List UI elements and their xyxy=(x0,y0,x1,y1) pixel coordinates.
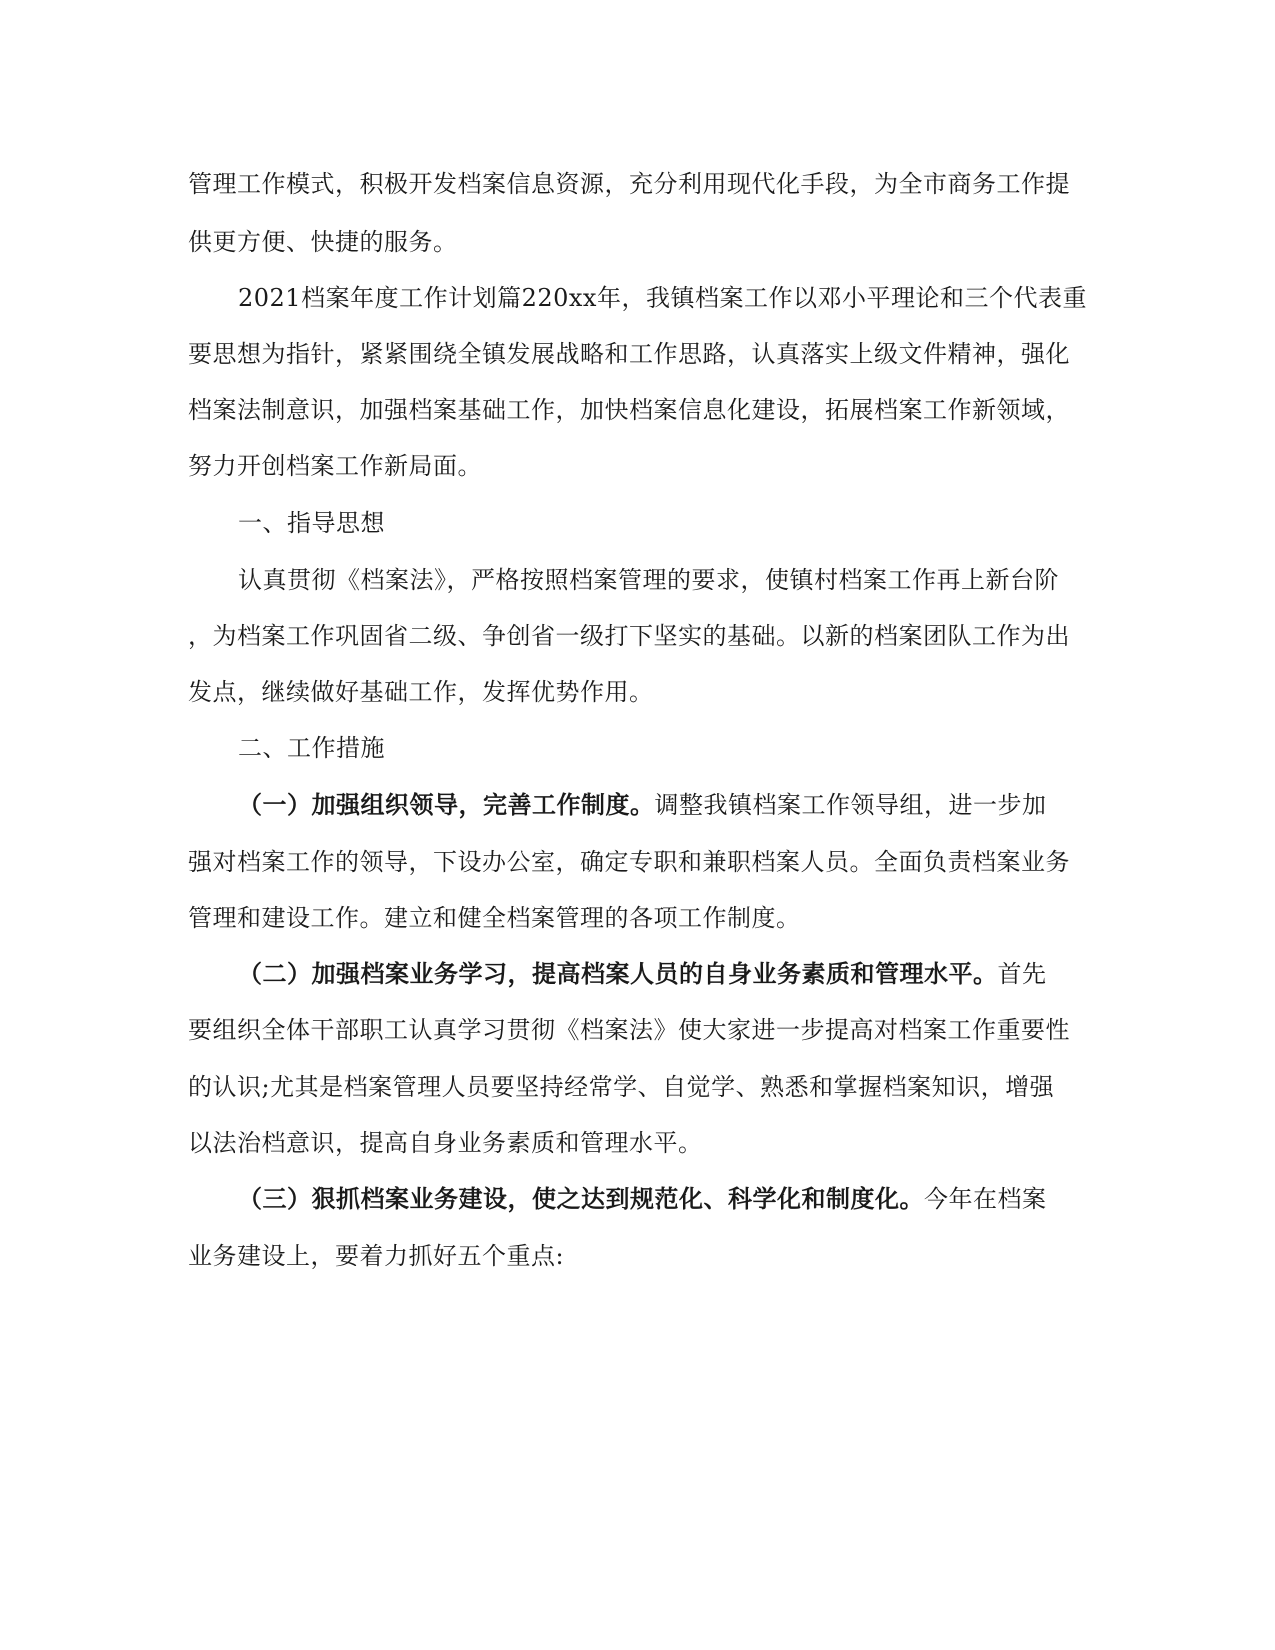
paragraph-text: 首先 xyxy=(997,960,1047,988)
section-heading: 一、指导思想 xyxy=(238,509,385,537)
paragraph-line: 认真贯彻《档案法》，严格按照档案管理的要求，使镇村档案工作再上新台阶 xyxy=(238,566,1059,594)
paragraph-line: 2021档案年度工作计划篇220xx年，我镇档案工作以邓小平理论和三个代表重 xyxy=(238,284,1087,312)
paragraph-line xyxy=(238,789,1138,821)
paragraph-line: 发点，继续做好基础工作，发挥优势作用。 xyxy=(188,678,654,706)
measure-heading: （二）加强档案业务学习，提高档案人员的自身业务素质和管理水平。 xyxy=(238,959,998,988)
paragraph-line: 强对档案工作的领导，下设办公室，确定专职和兼职档案人员。全面负责档案业务 xyxy=(188,848,1070,876)
paragraph-line: 业务建设上，要着力抓好五个重点: xyxy=(188,1242,565,1270)
paragraph-line: 管理工作模式，积极开发档案信息资源，充分利用现代化手段，为全市商务工作提 xyxy=(188,170,1070,198)
paragraph-line: 要思想为指针，紧紧围绕全镇发展战略和工作思路，认真落实上级文件精神，强化 xyxy=(188,340,1070,368)
section-heading: 二、工作措施 xyxy=(238,734,385,762)
paragraph-line: 管理和建设工作。建立和健全档案管理的各项工作制度。 xyxy=(188,904,801,932)
paragraph-line: 以法治档意识，提高自身业务素质和管理水平。 xyxy=(188,1129,703,1157)
paragraph-text: 调整我镇档案工作领导组，进一步加 xyxy=(654,791,1047,819)
measure-heading: （三）狠抓档案业务建设，使之达到规范化、科学化和制度化。 xyxy=(238,1184,924,1213)
paragraph-line: 要组织全体干部职工认真学习贯彻《档案法》使大家进一步提高对档案工作重要性 xyxy=(188,1016,1070,1044)
measure-heading: （一）加强组织领导，完善工作制度。 xyxy=(238,790,655,819)
paragraph-line: 的认识;尤其是档案管理人员要坚持经常学、自觉学、熟悉和掌握档案知识，增强 xyxy=(188,1073,1055,1101)
paragraph-line: ，为档案工作巩固省二级、争创省一级打下坚实的基础。以新的档案团队工作为出 xyxy=(188,622,1070,650)
paragraph-line: 努力开创档案工作新局面。 xyxy=(188,452,482,480)
paragraph-line xyxy=(238,958,1138,990)
paragraph-line: 档案法制意识，加强档案基础工作，加快档案信息化建设，拓展档案工作新领域， xyxy=(188,396,1070,424)
paragraph-line xyxy=(238,1183,1138,1215)
paragraph-text: 今年在档案 xyxy=(924,1185,1047,1213)
paragraph-line: 供更方便、快捷的服务。 xyxy=(188,228,458,256)
